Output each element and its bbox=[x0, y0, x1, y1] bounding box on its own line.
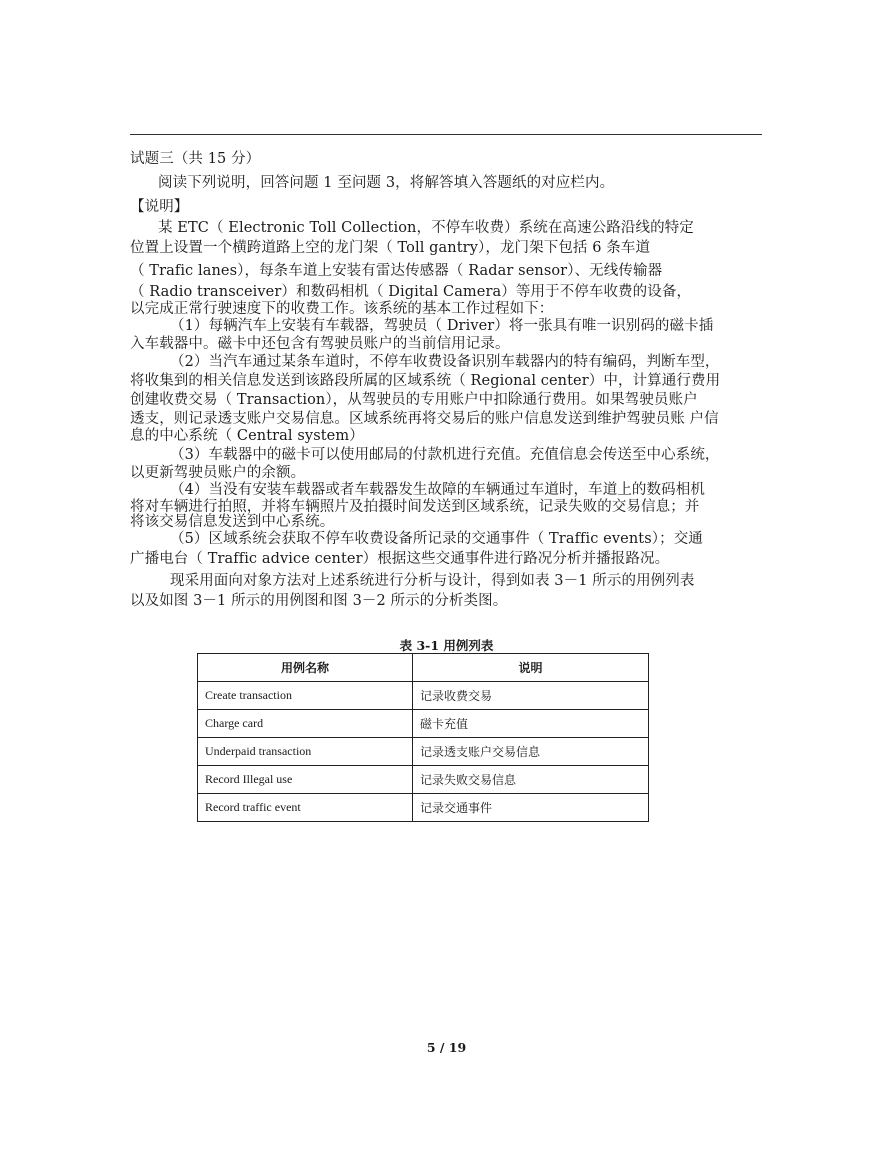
use-case-name-cell: Record traffic event bbox=[198, 794, 413, 822]
table-row bbox=[198, 682, 649, 710]
use-case-description-cell: 记录失败交易信息 bbox=[413, 766, 649, 794]
use-case-description-cell: 磁卡充值 bbox=[413, 710, 649, 738]
body-line: 以完成正常行驶速度下的收费工作。该系统的基本工作过程如下： bbox=[130, 301, 554, 317]
body-line: 位置上设置一个横跨道路上空的龙门架（ Toll gantry），龙门架下包括 6 条车道 bbox=[130, 240, 651, 256]
table-header-row bbox=[198, 654, 649, 682]
body-line: （3）车载器中的磁卡可以使用邮局的付款机进行充值。充值信息会传送至中心系统， bbox=[170, 447, 720, 463]
body-line: （4）当没有安装车载器或者车载器发生故障的车辆通过车道时，车道上的数码相机 bbox=[170, 482, 705, 498]
section-heading: 【说明】 bbox=[130, 199, 189, 215]
table-row bbox=[198, 794, 649, 822]
body-line: （2）当汽车通过某条车道时，不停车收费设备识别车载器内的特有编码，判断车型， bbox=[170, 354, 720, 370]
body-line: 以及如图 3－1 所示的用例图和图 3－2 所示的分析类图。 bbox=[130, 593, 508, 609]
column-header-use-case-name: 用例名称 bbox=[198, 654, 413, 682]
body-line: 将收集到的相关信息发送到该路段所属的区域系统（ Regional center）中，计算通行费用 bbox=[130, 373, 721, 389]
instruction-text: 阅读下列说明，回答问题 1 至问题 3，将解答填入答题纸的对应栏内。 bbox=[158, 175, 615, 191]
use-case-name-cell: Record Illegal use bbox=[198, 766, 413, 794]
body-line: 透支，则记录透支账户交易信息。区域系统再将交易后的账户信息发送到维护驾驶员账 户信 bbox=[130, 411, 719, 427]
body-line: （5）区域系统会获取不停车收费设备所记录的交通事件（ Traffic events）；交通 bbox=[170, 531, 703, 547]
body-line: 广播电台（ Traffic advice center）根据这些交通事件进行路况分析并播报路况。 bbox=[130, 551, 670, 567]
body-line: 某 ETC（ Electronic Toll Collection，不停车收费）系统在高速公路沿线的特定 bbox=[158, 220, 694, 236]
question-title: 试题三（共 15 分） bbox=[130, 151, 261, 167]
column-header-description: 说明 bbox=[413, 654, 649, 682]
table-row bbox=[198, 766, 649, 794]
body-line: 将对车辆进行拍照，并将车辆照片及拍摄时间发送到区域系统，记录失败的交易信息；并 bbox=[130, 499, 700, 515]
use-case-name-cell: Create transaction bbox=[198, 682, 413, 710]
use-case-name-cell: Underpaid transaction bbox=[198, 738, 413, 766]
body-line: 创建收费交易（ Transaction），从驾驶员的专用账户中扣除通行费用。如果驾驶员账户 bbox=[130, 392, 698, 408]
table-row bbox=[198, 738, 649, 766]
body-line: （ Radio transceiver）和数码相机（ Digital Camera）等用于不停车收费的设备， bbox=[130, 284, 692, 300]
use-case-description-cell: 记录透支账户交易信息 bbox=[413, 738, 649, 766]
body-line: （ Trafic lanes），每条车道上安装有雷达传感器（ Radar sensor）、无线传输器 bbox=[130, 263, 663, 279]
body-line: 息的中心系统（ Central system） bbox=[130, 428, 364, 444]
use-case-name-cell: Charge card bbox=[198, 710, 413, 738]
use-case-table bbox=[197, 653, 649, 822]
body-line: 将该交易信息发送到中心系统。 bbox=[130, 514, 335, 530]
body-line: 入车载器中。磁卡中还包含有驾驶员账户的当前信用记录。 bbox=[130, 336, 510, 352]
body-line: （1）每辆汽车上安装有车载器，驾驶员（ Driver）将一张具有唯一识别码的磁卡插 bbox=[170, 318, 714, 334]
table-caption: 表 3-1 用例列表 bbox=[399, 638, 494, 653]
use-case-description-cell: 记录收费交易 bbox=[413, 682, 649, 710]
page-number: 5 / 19 bbox=[426, 1040, 467, 1055]
body-line: 现采用面向对象方法对上述系统进行分析与设计，得到如表 3－1 所示的用例列表 bbox=[170, 573, 695, 589]
use-case-description-cell: 记录交通事件 bbox=[413, 794, 649, 822]
header-rule bbox=[130, 134, 762, 135]
body-line: 以更新驾驶员账户的余额。 bbox=[130, 465, 306, 481]
table-row bbox=[198, 710, 649, 738]
